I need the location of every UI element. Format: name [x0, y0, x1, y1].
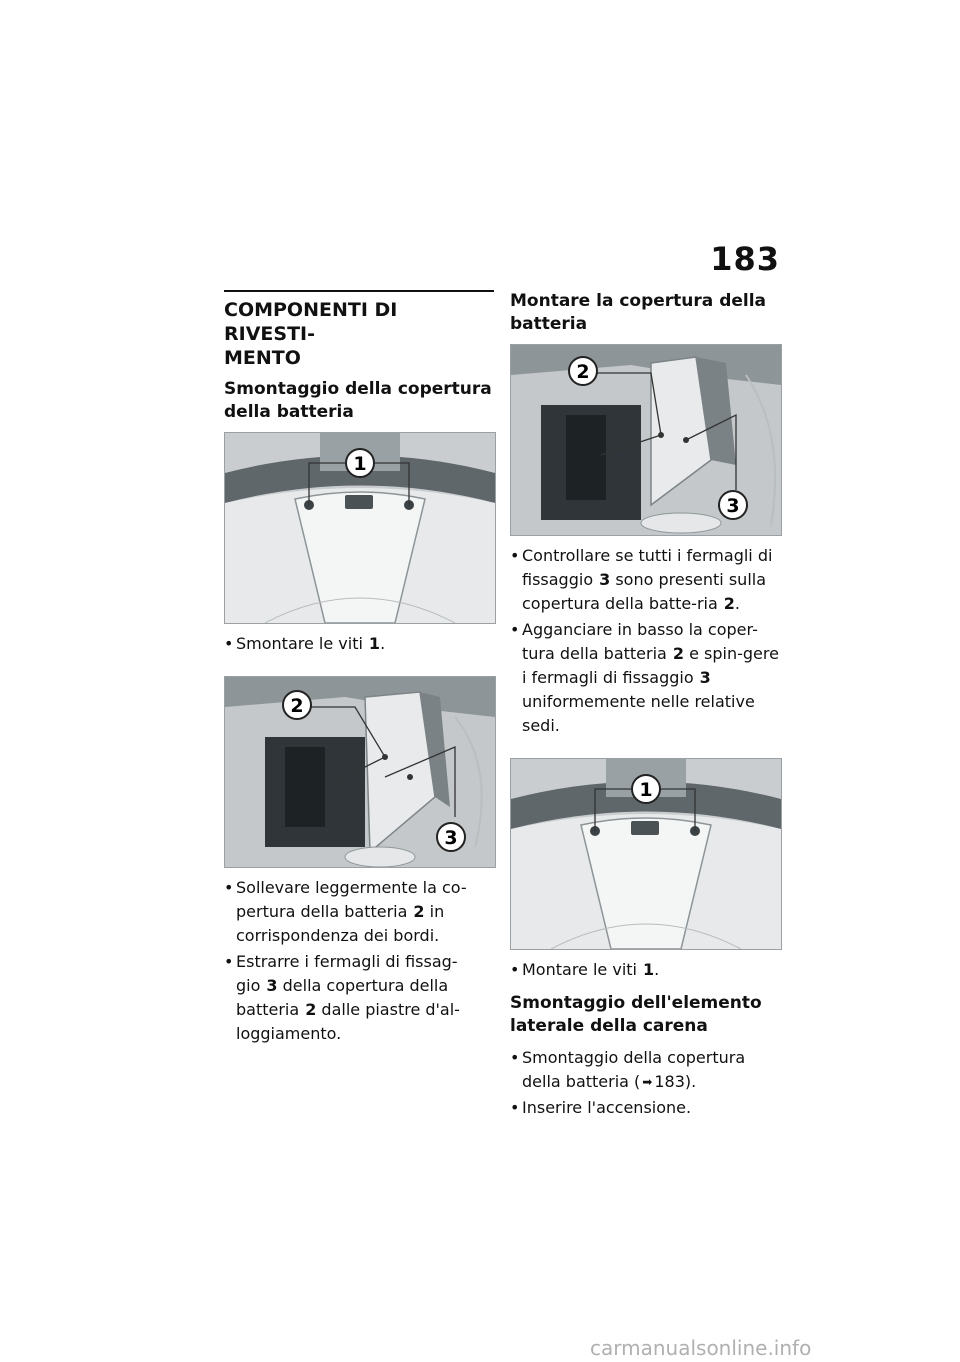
svg-text:3: 3 [444, 827, 458, 849]
figure-cover-lift [224, 676, 496, 868]
right-column [510, 290, 780, 1122]
step-ignition-on: • Inserire l'accensione. [510, 1096, 780, 1120]
callout-1 [346, 449, 374, 477]
svg-text:2: 2 [290, 695, 304, 717]
figure-screws-install [510, 758, 782, 950]
steps-side-panel [510, 1046, 780, 1120]
svg-text:1: 1 [353, 453, 367, 475]
section-rule [224, 290, 494, 292]
step-install-screws: • Montare le viti 1. [510, 958, 780, 982]
steps-removal-b [224, 876, 494, 1046]
page-reference-link[interactable]: 183 [654, 1072, 685, 1091]
subsection-title-install: Montare la copertura della batteria [510, 291, 767, 334]
steps-install-a [510, 544, 780, 738]
arrow-right-icon: ➡ [642, 1075, 653, 1089]
step-remove-screws: • Smontare le viti 1. [224, 632, 494, 656]
callout-2 [283, 691, 311, 719]
svg-text:1: 1 [639, 779, 653, 801]
left-column [224, 290, 494, 1048]
callout-2 [569, 357, 597, 385]
step-check-clips: • Controllare se tutti i fermagli di fissaggio 3 sono presenti sulla copertura della batte-ria 2. [510, 544, 780, 616]
figure-screws-front [224, 432, 496, 624]
step-lift-cover: • Sollevare leggermente la co-pertura della batteria 2 in corrispondenza dei bordi. [224, 876, 494, 948]
ref-screws: 1 [368, 634, 381, 653]
svg-text:3: 3 [726, 495, 740, 517]
callout-3 [437, 823, 465, 851]
step-hook-cover: • Agganciare in basso la coper-tura della batteria 2 e spin-gere i fermagli di fissaggio 3 uniformemente nelle relative sedi. [510, 618, 780, 738]
callout-3 [719, 491, 747, 519]
step-remove-battery-cover: • Smontaggio della copertura della batteria ( ➡ 183). [510, 1046, 780, 1094]
steps-removal-a [224, 632, 494, 656]
section-title: COMPONENTI DI RIVESTI- MENTO [224, 299, 398, 369]
callout-1 [632, 775, 660, 803]
step-pull-clips: • Estrarre i fermagli di fissag-gio 3 della copertura della batteria 2 dalle piastre d'al-loggiamento. [224, 950, 494, 1046]
subsection-title-removal: Smontaggio della copertura della batteria [224, 379, 492, 422]
figure-cover-hook [510, 344, 782, 536]
svg-text:2: 2 [576, 361, 590, 383]
steps-install-b [510, 958, 780, 982]
watermark: carmanualsonline.info [590, 1336, 812, 1360]
subsection-title-side-panel: Smontaggio dell'elemento laterale della carena [510, 993, 762, 1036]
page-number: 183 [710, 240, 780, 278]
